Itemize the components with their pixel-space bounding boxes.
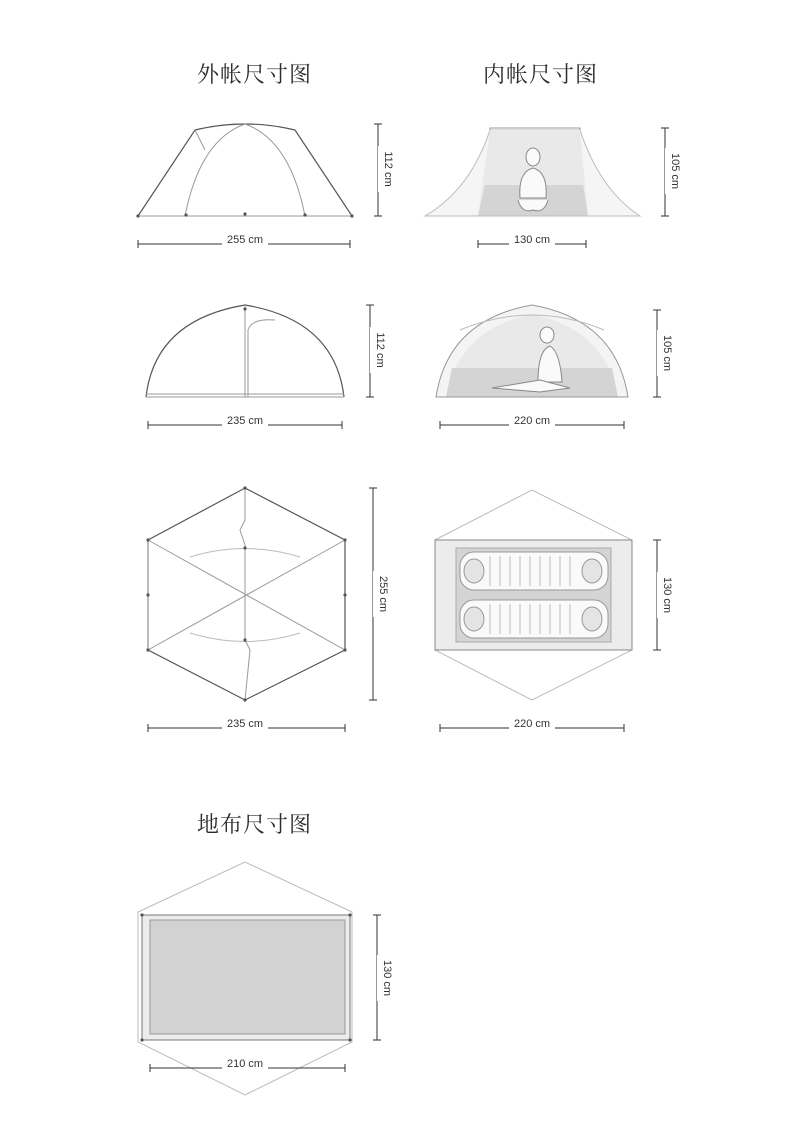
footprint-title: 地布尺寸图 — [197, 813, 313, 838]
inner-side-width-dimension — [478, 234, 586, 250]
outer-top-height-label: 255 cm — [377, 575, 389, 613]
sleeping-bag-bottom — [460, 600, 608, 638]
outer-top-width-dimension — [148, 718, 345, 734]
inner-top-width-dimension — [440, 718, 624, 734]
inner-side-height-dimension — [661, 128, 681, 216]
inner-side-height-label: 105 cm — [669, 152, 681, 190]
inner-tent-front-view — [436, 305, 628, 397]
outer-front-height-label: 112 cm — [374, 332, 386, 368]
outer-top-height-dimension — [369, 488, 389, 700]
outer-top-width-label: 235 cm — [226, 718, 264, 730]
outer-tent-top-view — [146, 486, 346, 701]
footprint-width-label: 210 cm — [226, 1058, 264, 1070]
inner-top-height-label: 130 cm — [661, 576, 673, 614]
outer-side-height-dimension — [374, 124, 394, 216]
inner-tent-top-view — [435, 490, 632, 700]
footprint-height-label: 130 cm — [381, 959, 393, 997]
inner-tent-title: 内帐尺寸图 — [483, 63, 599, 88]
outer-side-height-label: 112 cm — [382, 151, 394, 187]
inner-top-height-dimension — [653, 540, 673, 650]
inner-front-width-label: 220 cm — [513, 415, 551, 427]
outer-tent-side-view — [136, 124, 353, 218]
inner-side-width-label: 130 cm — [513, 234, 551, 246]
inner-front-height-label: 105 cm — [661, 334, 673, 372]
outer-side-width-label: 255 cm — [226, 234, 264, 246]
outer-tent-title: 外帐尺寸图 — [197, 63, 313, 88]
inner-front-width-dimension — [440, 415, 624, 431]
sleeping-bag-top — [460, 552, 608, 590]
inner-front-height-dimension — [653, 310, 673, 397]
footprint-height-dimension — [373, 915, 393, 1040]
outer-side-width-dimension — [138, 234, 350, 250]
outer-front-height-dimension — [366, 305, 386, 397]
outer-front-width-label: 235 cm — [226, 415, 264, 427]
inner-top-width-label: 220 cm — [513, 718, 551, 730]
outer-front-width-dimension — [148, 415, 342, 431]
outer-tent-front-view — [146, 305, 344, 397]
inner-tent-side-view — [425, 128, 640, 216]
